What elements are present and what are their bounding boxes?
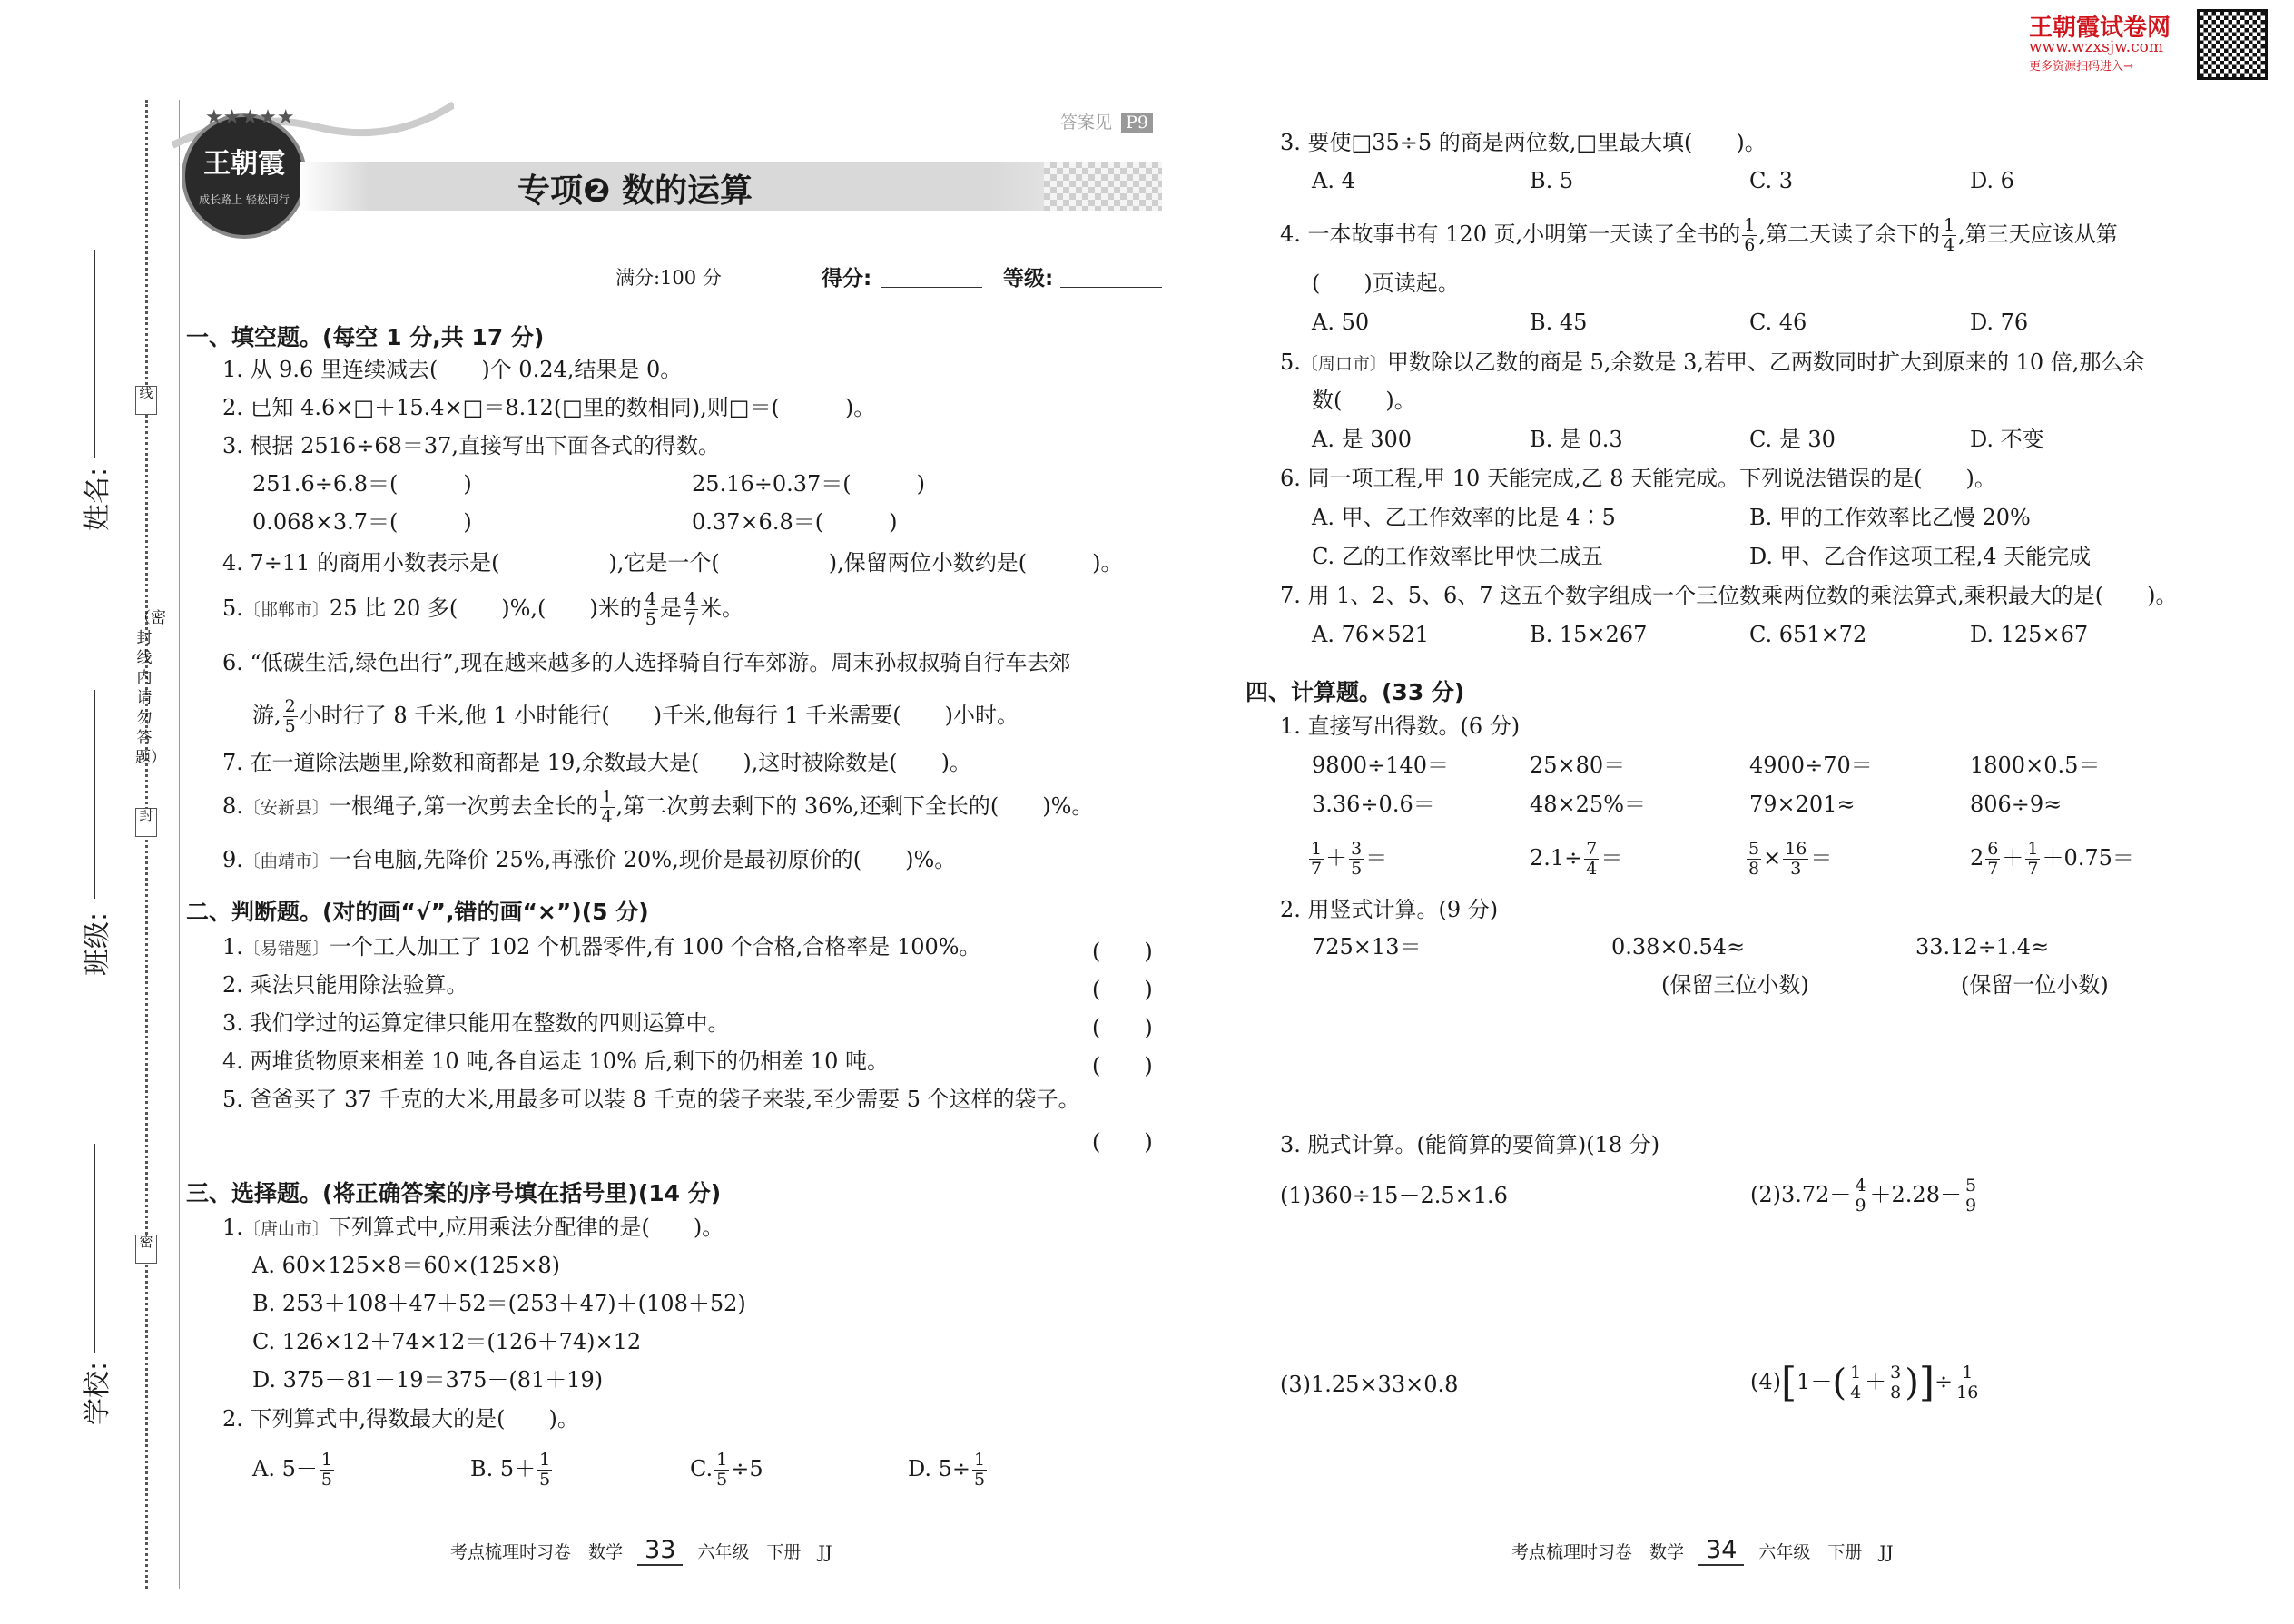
s4-part1: 1. 直接写出得数。(6 分) [1280,714,1521,739]
fraction: $\frac{4}{5}$ [645,589,656,629]
s2-q5: 5. 爸爸买了 37 千克的大米,用最多可以装 8 千克的袋子来装,至少需要 5 个这样的袋子。 [222,1087,1080,1112]
fraction: $\frac{3}{8}$ [1890,1363,1902,1403]
fraction: $\frac{1}{4}$ [1850,1363,1862,1403]
s3-q2-option-b[interactable] [470,1451,554,1490]
paren-open: ( [1832,1362,1847,1404]
calc-r3-3 [1745,840,1832,879]
s3-q2-option-c[interactable] [690,1451,763,1490]
school-field[interactable] [94,1144,95,1353]
q9-text: 一台电脑,先降价 25%,再涨价 20%,现价是最初原价的( )%。 [329,847,957,872]
s1-q6-line2 [252,697,1019,736]
s3-q4-line2: ( )页读起。 [1312,271,1460,296]
page-title: 专项❷ 数的运算 [517,172,753,210]
logo-stars: ★★★★★ [205,106,295,129]
grade-field[interactable] [1060,287,1162,288]
binding-solid-line [179,100,180,1589]
option-label: B. 5＋ [470,1456,537,1481]
q8-text-b: ,第二次剪去剩下的 36%,还剩下全长的( )%。 [615,793,1094,819]
s3-q6-option-c[interactable]: C. 乙的工作效率比甲快二成五 [1312,544,1603,569]
option-label: C. [690,1456,714,1481]
region-tag: 〔曲靖市〕 [242,851,330,871]
brand-name: 王朝霞试卷网 [2029,15,2171,42]
q5-text-b: 是 [659,595,682,621]
q9-number: 9. [222,847,243,872]
equals: ＝ [1600,845,1623,871]
full-score: 满分:100 分 [615,267,722,289]
grade-label: 等级: [1003,267,1054,290]
q8-text-a: 一根绳子,第一次剪去全长的 [329,793,598,819]
s3-q5-option-a[interactable]: A. 是 300 [1312,427,1413,452]
score-field[interactable] [881,287,982,288]
s2-q2: 2. 乘法只能用除法验算。 [222,972,468,998]
judge-answer-2[interactable]: ( ) [1092,977,1153,1002]
s3-q4-option-a[interactable]: A. 50 [1312,310,1370,335]
expr-2 [1750,1176,1980,1216]
calc-r2-4: 806÷9≈ [1970,792,2063,817]
s3-q1-number: 1. [222,1215,243,1240]
s3-q3: 3. 要使□35÷5 的商是两位数,□里最大填( )。 [1280,130,1767,155]
option-tail: ÷5 [731,1456,763,1481]
s3-q4-option-b[interactable]: B. 45 [1530,310,1588,335]
s3-q1-option-d[interactable]: D. 375－81－19＝375－(81＋19) [252,1367,604,1393]
option-label: D. 5÷ [908,1456,971,1481]
footer-right-grade: 六年级 下册 JJ [1758,1542,1894,1562]
name-field[interactable] [94,250,95,458]
class-field[interactable] [94,690,95,899]
whole-part: 2 [1970,845,1984,871]
q6-text-b: 小时行了 8 千米,他 1 小时能行( )千米,他每行 1 千米需要( )小时。 [299,703,1019,728]
judge-answer-5[interactable]: ( ) [1092,1129,1153,1155]
seal-note: （密封线内请勿答题） [135,609,166,767]
bracket-close: ] [1918,1359,1935,1406]
operator: ＋ [1865,1369,1887,1394]
region-tag: 〔邯郸市〕 [242,600,330,620]
section-2-title: 二、判断题。(对的画“√”,错的画“×”)(5 分) [186,899,649,925]
score-label: 得分: [822,267,872,290]
s3-q1-option-a[interactable]: A. 60×125×8＝60×(125×8) [252,1253,560,1278]
judge-answer-4[interactable]: ( ) [1092,1053,1153,1078]
vertical-calc-2: 0.38×0.54≈ [1611,934,1746,960]
fraction: $\frac{4}{9}$ [1855,1176,1866,1216]
calc-r3-4 [1970,840,2134,879]
s3-q1-text: 下列算式中,应用乘法分配律的是( )。 [329,1215,724,1240]
seal-mark-line: 线 [135,386,157,415]
fraction: $\frac{6}{7}$ [1987,839,1999,879]
calc-text: 2.1÷ [1530,845,1583,871]
q6-text-a: 游, [252,703,281,728]
s3-q5-number: 5. [1280,349,1301,375]
s3-q2-option-a[interactable] [252,1451,336,1490]
s1-q3a: 251.6÷6.8＝( ) [252,471,472,497]
title-checker [1044,162,1162,211]
judge-answer-3[interactable]: ( ) [1092,1015,1153,1040]
logo-subtext: 成长路上 轻松同行 [199,193,290,206]
s1-q3d: 0.37×6.8＝( ) [692,509,898,535]
s3-q3-option-d[interactable]: D. 6 [1970,168,2014,193]
s3-q5-option-c[interactable]: C. 是 30 [1749,427,1836,452]
q5-number: 5. [222,595,243,621]
expr-text: 1－ [1797,1369,1833,1394]
expr-text: ＋2.28－ [1869,1182,1962,1207]
s3-q7-option-a[interactable]: A. 76×521 [1312,622,1430,647]
s3-q1-option-b[interactable]: B. 253＋108＋47＋52＝(253＋47)＋(108＋52) [252,1291,746,1316]
s3-q1 [222,1214,724,1243]
fraction: $\frac{1}{6}$ [1744,215,1756,255]
s4-part2: 2. 用竖式计算。(9 分) [1280,897,1499,922]
fraction: $\frac{1}{5}$ [539,1450,551,1490]
class-label: 班级: [82,911,113,976]
footer-right-text: 考点梳理时习卷 数学 [1511,1542,1685,1562]
section-3-title: 三、选择题。(将正确答案的序号填在括号里)(14 分) [186,1180,722,1206]
calc-r1-2: 25×80＝ [1530,753,1626,778]
region-tag: 〔唐山市〕 [242,1219,330,1239]
fraction: $\frac{3}{5}$ [1351,839,1363,879]
expr-3: (3)1.25×33×0.8 [1280,1372,1459,1397]
s1-q3: 3. 根据 2516÷68＝37,直接写出下面各式的得数。 [222,433,721,458]
seal-mark-seal: 封 [135,808,157,837]
s3-q6-option-d[interactable]: D. 甲、乙合作这项工程,4 天能完成 [1749,544,2092,569]
footer-left-grade: 六年级 下册 JJ [697,1542,832,1562]
operator: ＋ [1325,845,1348,871]
s1-q5 [222,590,743,629]
s3-q5-option-d[interactable]: D. 不变 [1970,427,2044,452]
answer-ref-label: 答案见 [1060,113,1113,133]
s1-q8 [222,788,1093,827]
s1-q6-line1: 6. “低碳生活,绿色出行”,现在越来越多的人选择骑自行车郊游。周末孙叔叔骑自行车去郊 [222,650,1071,675]
bracket-open: [ [1781,1359,1797,1406]
calc-r1-4: 1800×0.5＝ [1970,753,2101,778]
fraction: $\frac{2}{5}$ [284,696,296,736]
answer-ref [1060,109,1153,133]
fraction: $\frac{1}{5}$ [320,1450,332,1490]
s3-q2-option-d[interactable] [908,1451,989,1490]
answer-ref-page: P9 [1121,113,1153,133]
q5-text-c: 米。 [699,595,743,621]
s3-q4-text-a: 4. 一本故事书有 120 页,小明第一天读了全书的 [1280,221,1741,247]
vertical-calc-1: 725×13＝ [1312,934,1422,960]
expr-1: (1)360÷15－2.5×1.6 [1280,1183,1508,1208]
s3-q7-option-b[interactable]: B. 15×267 [1530,622,1648,647]
binding-dotted-line [145,100,148,1589]
s3-q7-option-c[interactable]: C. 651×72 [1749,622,1867,647]
fraction: $\frac{1}{4}$ [1943,215,1955,255]
s1-q3b: 25.16÷0.37＝( ) [692,471,925,497]
fraction: $\frac{1}{5}$ [716,1450,728,1490]
fraction: $\frac{1}{7}$ [2027,839,2039,879]
s3-q2: 2. 下列算式中,得数最大的是( )。 [222,1406,579,1432]
judge-answer-1[interactable]: ( ) [1092,939,1153,964]
fraction: $\frac{7}{4}$ [1586,839,1598,879]
qr-code-icon[interactable] [2197,9,2268,80]
s1-q4: 4. 7÷11 的商用小数表示是( ),它是一个( ),保留两位小数约是( )。 [222,550,1123,576]
fraction: $\frac{1}{7}$ [1311,839,1323,879]
page-number-left: 33 [637,1536,683,1566]
school-label: 学校: [82,1361,113,1425]
name-label: 姓名: [82,467,113,531]
s1-q9 [222,846,956,875]
option-label: A. 5－ [252,1456,318,1481]
brand-note: 更多资源扫码进入→ [2029,60,2133,74]
s3-q4-text-b: ,第二天读了余下的 [1758,221,1940,247]
s3-q7: 7. 用 1、2、5、6、7 这五个数字组成一个三位数乘两位数的乘法算式,乘积最大的是( )。 [1280,583,2178,608]
s3-q7-option-d[interactable]: D. 125×67 [1970,622,2089,647]
fraction: $\frac{1}{16}$ [1956,1363,1979,1403]
s1-q7: 7. 在一道除法题里,除数和商都是 19,余数最大是( ),这时被除数是( )。 [222,750,972,775]
region-tag: 〔周口市〕 [1300,354,1387,374]
operator: ＋ [2002,845,2024,871]
fraction: $\frac{1}{5}$ [974,1450,986,1490]
s3-q6-option-b[interactable]: B. 甲的工作效率比乙慢 20% [1749,505,2031,530]
s1-q1: 1. 从 9.6 里连续减去( )个 0.24,结果是 0。 [222,357,683,382]
expr-4 [1750,1359,1982,1406]
s2-q1 [222,933,981,962]
section-1-title: 一、填空题。(每空 1 分,共 17 分) [186,324,545,350]
vertical-calc-3: 33.12÷1.4≈ [1915,934,2050,960]
s1-q3c: 0.068×3.7＝( ) [252,509,472,535]
fraction: $\frac{1}{4}$ [601,787,613,827]
calc-r1-1: 9800÷140＝ [1312,753,1449,778]
s3-q4-text-c: ,第三天应该从第 [1958,221,2118,247]
s2-q1-number: 1. [222,934,243,960]
fraction: $\frac{4}{7}$ [684,589,696,629]
calc-r2-3: 79×201≈ [1749,792,1856,817]
operator: ÷ [1935,1369,1954,1394]
q8-number: 8. [222,793,243,819]
s2-q4: 4. 两堆货物原来相差 10 吨,各自运走 10% 后,剩下的仍相差 10 吨。 [222,1048,889,1074]
s3-q5-option-b[interactable]: B. 是 0.3 [1530,427,1623,452]
s2-q1-text: 一个工人加工了 102 个机器零件,有 100 个合格,合格率是 100%。 [329,934,981,960]
paren-close: ) [1905,1362,1919,1404]
s3-q5 [1280,349,2144,378]
s2-q3: 3. 我们学过的运算定律只能用在整数的四则运算中。 [222,1010,730,1036]
s3-q4-option-c[interactable]: C. 46 [1749,310,1807,335]
equals: ＝ [1365,845,1388,871]
expr-text: (2)3.72－ [1750,1182,1852,1207]
footer-left [450,1536,832,1566]
q5-text-a: 25 比 20 多( )%,( )米的 [329,595,642,621]
footer-right [1511,1536,1894,1566]
section-4-title: 四、计算题。(33 分) [1245,679,1465,705]
vertical-calc-3-note: (保留一位小数) [1961,972,2109,998]
fraction: $\frac{16}{3}$ [1785,839,1807,879]
s3-q3-option-b[interactable]: B. 5 [1530,168,1574,193]
vertical-calc-2-note: (保留三位小数) [1661,972,1809,998]
s3-q4 [1280,216,2118,255]
calc-r2-2: 48×25%＝ [1530,792,1646,817]
s3-q5-line2: 数( )。 [1312,388,1416,413]
expr-text: (4) [1750,1369,1781,1394]
calc-tail: ＋0.75＝ [2042,845,2134,871]
s3-q3-option-c[interactable]: C. 3 [1749,168,1794,193]
page-number-right: 34 [1698,1536,1744,1566]
s3-q3-option-a[interactable]: A. 4 [1312,168,1355,193]
seal-mark-secret: 密 [135,1235,157,1264]
calc-r2-1: 3.36÷0.6＝ [1312,792,1435,817]
s3-q6-option-a[interactable]: A. 甲、乙工作效率的比是 4∶5 [1312,505,1616,530]
calc-r3-1 [1307,840,1387,879]
region-tag: 〔安新县〕 [242,798,330,818]
equals: ＝ [1810,845,1833,871]
operator: × [1763,845,1782,871]
s3-q4-option-d[interactable]: D. 76 [1970,310,2029,335]
footer-left-text: 考点梳理时习卷 数学 [450,1542,624,1562]
calc-r3-2 [1530,840,1622,879]
s3-q6: 6. 同一项工程,甲 10 天能完成,乙 8 天能完成。下列说法错误的是( )。 [1280,466,1996,491]
s3-q5-text: 甲数除以乙数的商是 5,余数是 3,若甲、乙两数同时扩大到原来的 10 倍,那么余 [1386,349,2145,375]
s3-q1-option-c[interactable]: C. 126×12＋74×12＝(126＋74)×12 [252,1329,642,1354]
s1-q2: 2. 已知 4.6×□＋15.4×□＝8.12(□里的数相同),则□＝( )。 [222,395,876,420]
brand-logo [182,106,307,239]
fraction: $\frac{5}{8}$ [1748,839,1760,879]
calc-r1-3: 4900÷70＝ [1749,753,1873,778]
region-tag: 〔易错题〕 [242,939,330,959]
s4-part3: 3. 脱式计算。(能简算的要简算)(18 分) [1280,1132,1660,1157]
brand-url: www.wzxsjw.com [2029,38,2163,56]
fraction: $\frac{5}{9}$ [1964,1176,1977,1216]
logo-text: 王朝霞 [203,148,285,180]
